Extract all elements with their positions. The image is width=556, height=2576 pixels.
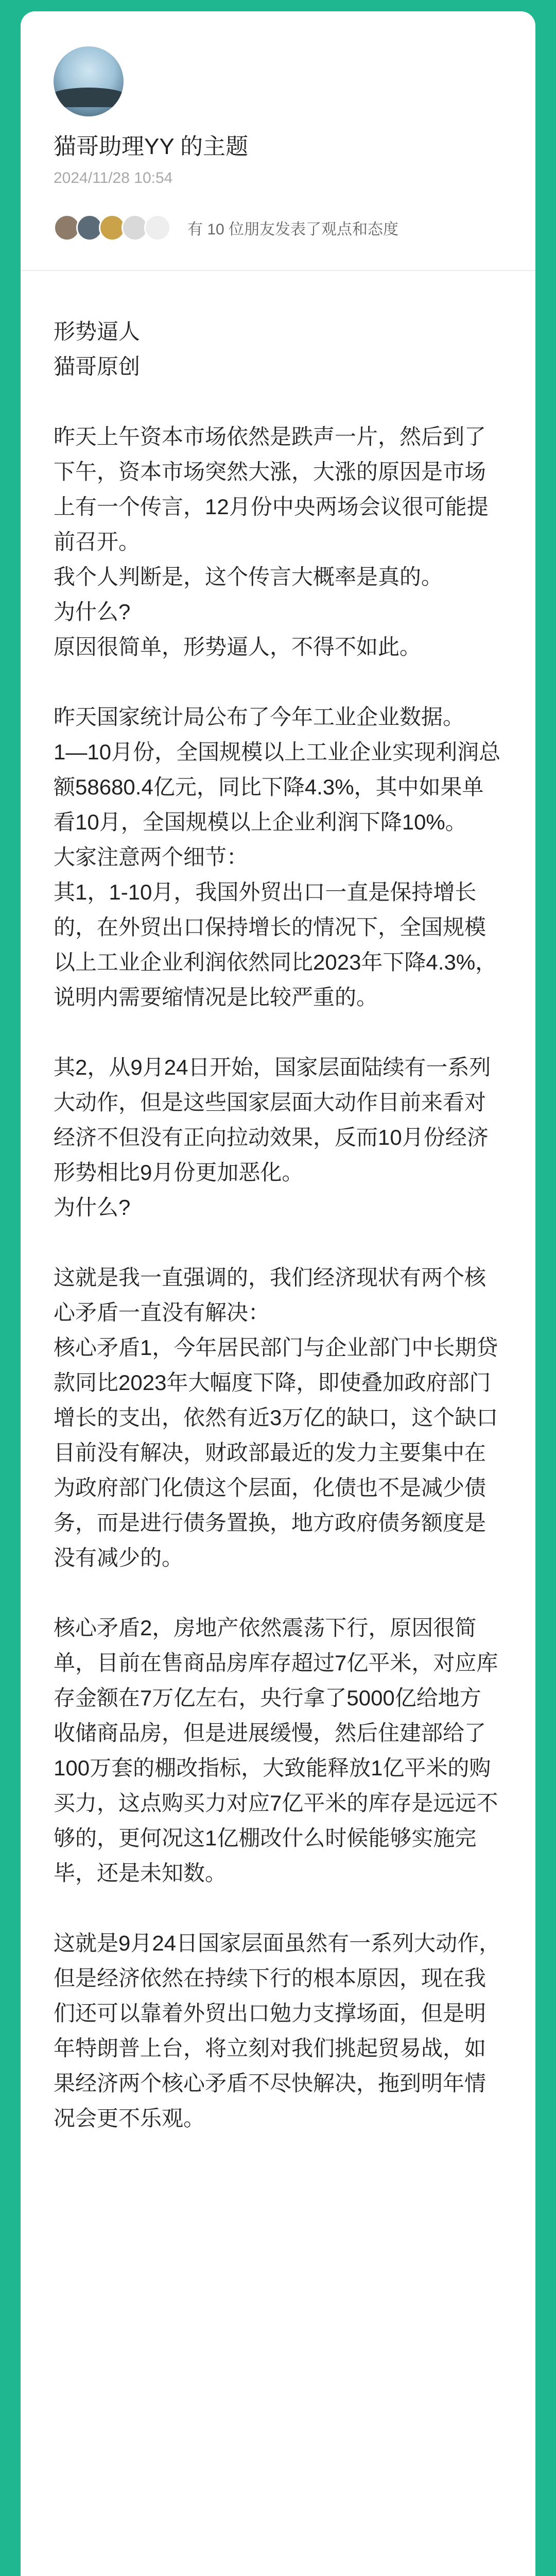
post-header — [21, 11, 535, 243]
content-paragraph: 昨天国家统计局公布了今年工业企业数据。 — [54, 705, 465, 729]
viewer-avatar — [144, 214, 171, 241]
content-paragraph: 核心矛盾2，房地产依然震荡下行，原因很简单，目前在售商品房库存超过7亿平米，对应库存金额在7万亿左右，央行拿了5000亿给地方收储商品房，但是进展缓慢，然后住建部给了100万套的棚改指标，大致能释放1亿平米的购买力，这点购买力对应7亿平米的库存是远远不够的，更何况这1亿棚改什么时候能够实施完毕，还是未知数。 — [54, 1616, 498, 1885]
content-paragraph: 其1，1-10月，我国外贸出口一直是保持增长的，在外贸出口保持增长的情况下，全国规模以上工业企业利润依然同比2023年下降4.3%，说明内需要缩情况是比较严重的。 — [54, 880, 497, 1009]
content-paragraph: 我个人判断是，这个传言大概率是真的。 — [54, 565, 443, 589]
post-date: 2024/11/28 10:54 — [54, 170, 173, 187]
content-paragraph: 核心矛盾1，今年居民部门与企业部门中长期贷款同比2023年大幅度下降，即使叠加政府部门增长的支出，依然有近3万亿的缺口，这个缺口目前没有解决，财政部最近的发力主要集中在为政府部门化债这个层面，化债也不是减少债务，而是进行债务置换，地方政府债务额度是没有减少的。 — [54, 1335, 498, 1570]
content-paragraph: 为什么? — [54, 1195, 131, 1219]
topic-title: 猫哥助理YY 的主题 — [54, 134, 249, 159]
paragraph-gap — [54, 1575, 502, 1611]
paragraph-list — [54, 314, 502, 2136]
content-paragraph: 昨天上午资本市场依然是跌声一片，然后到了下午，资本市场突然大涨，大涨的原因是市场上有一个传言，12月份中央两场会议很可能提前召开。 — [54, 425, 489, 554]
paragraph-gap — [54, 384, 502, 419]
paragraph-gap — [54, 665, 502, 700]
content-paragraph: 其2，从9月24日开始，国家层面陆续有一系列大动作，但是这些国家层面大动作目前来看对经济不但没有正向拉动效果，反而10月份经济形势相比9月份更加恶化。 — [54, 1055, 491, 1184]
content-paragraph: 形势逼人 — [54, 319, 141, 344]
content-paragraph: 大家注意两个细节： — [54, 845, 249, 869]
content-paragraph: 为什么? — [54, 600, 131, 624]
post-content — [21, 271, 535, 2576]
content-paragraph: 这就是我一直强调的，我们经济现状有两个核心矛盾一直没有解决： — [54, 1265, 486, 1325]
author-avatar[interactable] — [54, 46, 124, 116]
content-paragraph: 原因很简单，形势逼人，不得不如此。 — [54, 635, 422, 659]
paragraph-gap — [54, 1225, 502, 1260]
content-paragraph: 1—10月份，全国规模以上工业企业实现利润总额58680.4亿元，同比下降4.3%，其中如果单看10月，全国规模以上企业利润下降10%。 — [54, 740, 501, 834]
paragraph-gap — [54, 1891, 502, 1926]
paragraph-gap — [54, 1015, 502, 1050]
content-paragraph: 猫哥原创 — [54, 354, 141, 379]
viewer-summary[interactable] — [54, 212, 502, 243]
post-card — [21, 11, 535, 2576]
viewers-count-text: 有 10 位朋友发表了观点和态度 — [187, 221, 399, 238]
content-paragraph: 这就是9月24日国家层面虽然有一系列大动作，但是经济依然在持续下行的根本原因，现在我们还可以靠着外贸出口勉力支撑场面，但是明年特朗普上台，将立刻对我们挑起贸易战，如果经济两个核心矛盾不尽快解决，拖到明年情况会更不乐观。 — [54, 1931, 501, 2130]
